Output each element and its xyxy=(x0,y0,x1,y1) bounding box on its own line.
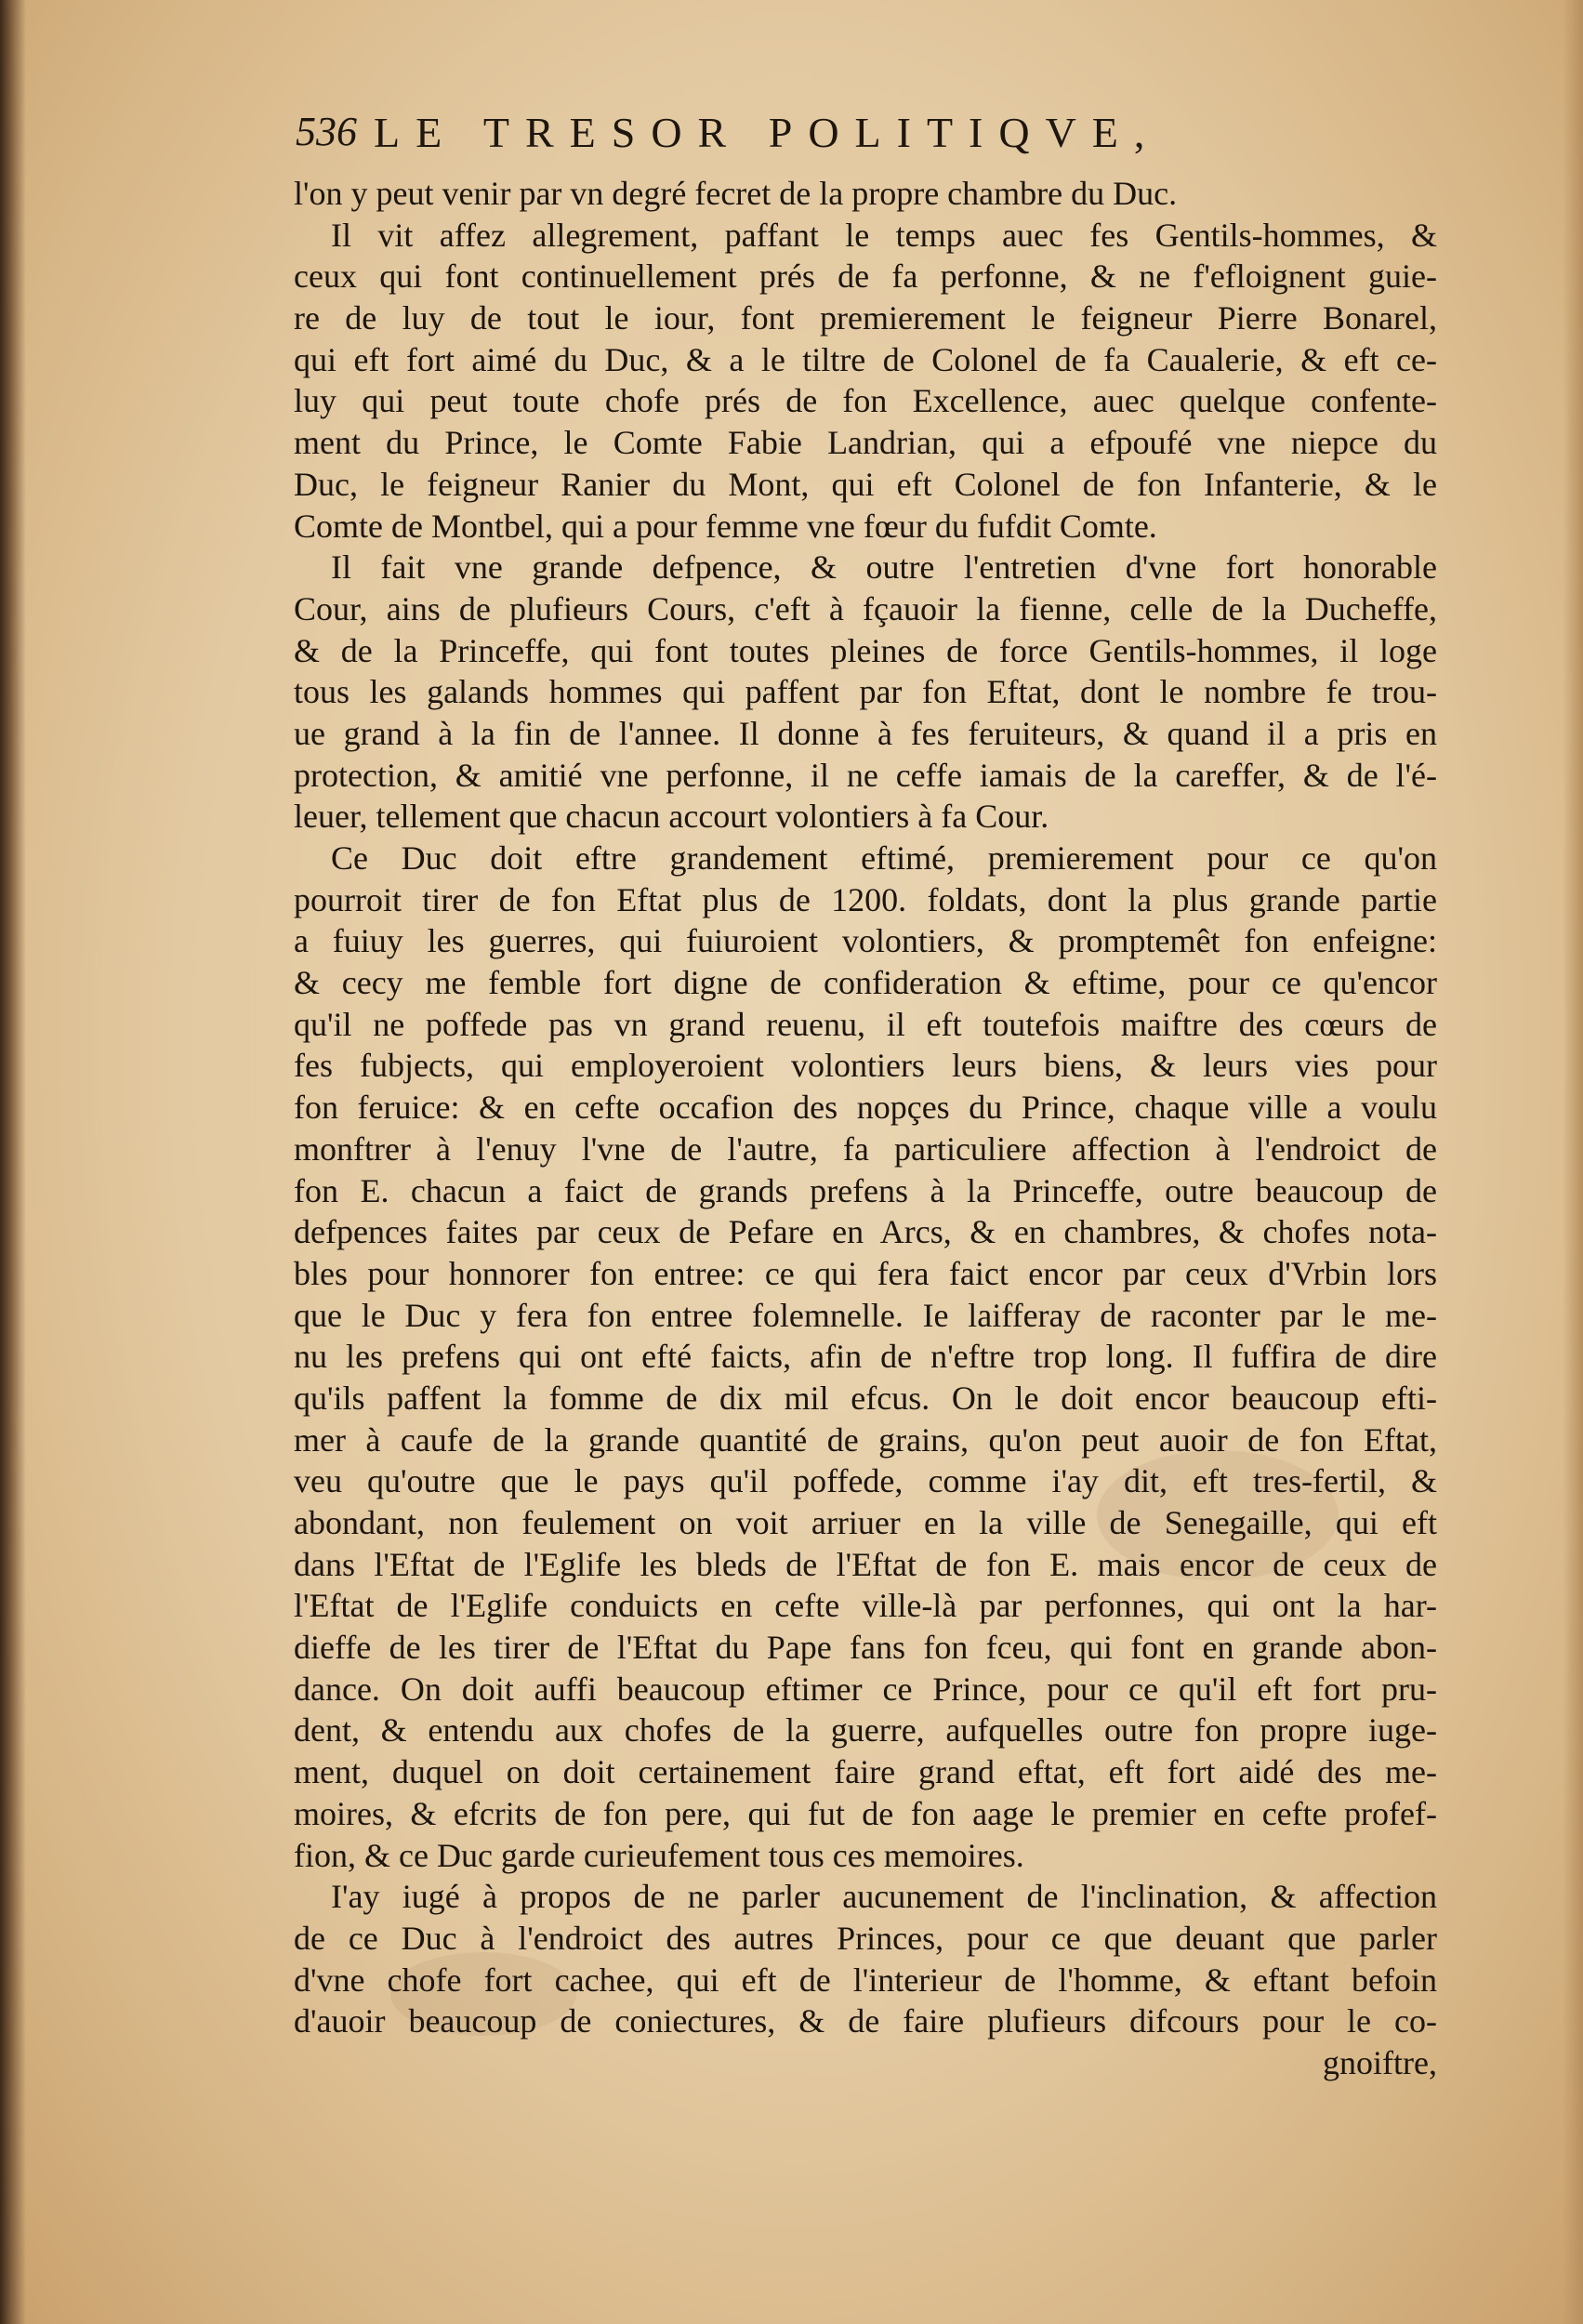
text-line: fion, & ce Duc garde curieufement tous ces memoires. xyxy=(294,1836,1024,1874)
text-line: de ce Duc à l'endroict des autres Princes, pour ce que deuant que parler xyxy=(294,1919,1437,1957)
text-line: l'Eftat de l'Eglife conduicts en cefte ville-là par perfonnes, qui ont la har- xyxy=(294,1587,1437,1625)
text-line: dieffe de les tirer de l'Eftat du Pape fans fon fceu, qui font en grande abon- xyxy=(294,1629,1437,1667)
text-line: defpences faites par ceux de Pefare en Arcs, & en chambres, & chofes nota- xyxy=(294,1213,1437,1251)
text-line: Ce Duc doit eftre grandement eftimé, premierement pour ce qu'on xyxy=(331,839,1437,877)
text-line: dance. On doit auffi beaucoup eftimer ce Prince, pour ce qu'il eft fort pru- xyxy=(294,1670,1437,1708)
text-line: qui eft fort aimé du Duc, & a le tiltre de Colonel de fa Caualerie, & eft ce- xyxy=(294,340,1437,378)
text-line: ment du Prince, le Comte Fabie Landrian, qui a efpoufé vne niepce du xyxy=(294,424,1437,462)
text-line: leuer, tellement que chacun accourt volontiers à fa Cour. xyxy=(294,798,1049,836)
text-line: fon E. chacun a faict de grands prefens à la Princeffe, outre beaucoup de xyxy=(294,1171,1437,1209)
text-line: ment, duquel on doit certainement faire grand eftat, eft fort aidé des me- xyxy=(294,1753,1437,1791)
text-line: Cour, ains de plufieurs Cours, c'eft à fçauoir la fienne, celle de la Ducheffe, xyxy=(294,589,1437,627)
text-line: bles pour honnorer fon entree: ce qui fera faict encor par ceux d'Vrbin lors xyxy=(294,1254,1437,1292)
page-header xyxy=(296,108,1244,169)
text-line: re de luy de tout le iour, font premierement le feigneur Pierre Bonarel, xyxy=(294,299,1437,337)
text-line: Comte de Montbel, qui a pour femme vne fœur du fufdit Comte. xyxy=(294,507,1157,545)
text-line: abondant, non feulement on voit arriuer en la ville de Senegaille, qui eft xyxy=(294,1504,1437,1541)
text-line: d'vne chofe fort cachee, qui eft de l'interieur de l'homme, & eftant befoin xyxy=(294,1961,1437,1999)
text-line: fes fubjects, qui employeroient volontiers leurs biens, & leurs vies pour xyxy=(294,1047,1437,1085)
text-line: mer à caufe de la grande quantité de grains, qu'on peut auoir de fon Eftat, xyxy=(294,1420,1437,1459)
text-line: protection, & amitié vne perfonne, il ne ceffe iamais de la careffer, & de l'é- xyxy=(294,756,1437,794)
text-line: & de la Princeffe, qui font toutes pleines de force Gentils-hommes, il loge xyxy=(294,631,1437,669)
text-line: qu'il ne poffede pas vn grand reuenu, il eft toutefois maiftre des cœurs de xyxy=(294,1005,1437,1043)
text-line: nu les prefens qui ont efté faicts, afin de n'eftre trop long. Il fuffira de dire xyxy=(294,1338,1437,1376)
text-line: veu qu'outre que le pays qu'il poffede, comme i'ay dit, eft tres-fertil, & xyxy=(294,1462,1437,1500)
text-line: monftrer à l'enuy l'vne de l'autre, fa particuliere affection à l'endroict de xyxy=(294,1129,1437,1168)
text-line: ceux qui font continuellement prés de fa perfonne, & ne f'efloignent guie- xyxy=(294,257,1437,296)
text-line: fon feruice: & en cefte occafion des nopçes du Prince, chaque ville a voulu xyxy=(294,1089,1437,1127)
text-line: Il fait vne grande defpence, & outre l'entretien d'vne fort honorable xyxy=(331,548,1437,587)
running-title: LE TRESOR POLITIQVE, xyxy=(374,109,1161,156)
text-line: qu'ils paffent la fomme de dix mil efcus. On le doit encor beaucoup efti- xyxy=(294,1379,1437,1417)
text-line: gnoiftre, xyxy=(1323,2043,1437,2081)
page-number: 536 xyxy=(296,109,357,154)
text-line: I'ay iugé à propos de ne parler aucunement de l'inclination, & affection xyxy=(331,1878,1437,1916)
text-line: ue grand à la fin de l'annee. Il donne à fes feruiteurs, & quand il a pris en xyxy=(294,714,1437,752)
text-line: & cecy me femble fort digne de confideration & eftime, pour ce qu'encor xyxy=(294,964,1437,1002)
text-line: Duc, le feigneur Ranier du Mont, qui eft Colonel de fon Infanterie, & le xyxy=(294,465,1437,503)
text-line: tous les galands hommes qui paffent par fon Eftat, dont le nombre fe trou- xyxy=(294,673,1437,711)
text-line: dans l'Eftat de l'Eglife les bleds de l'Eftat de fon E. mais encor de ceux de xyxy=(294,1545,1437,1583)
text-line: d'auoir beaucoup de coniectures, & de faire plufieurs difcours pour le co- xyxy=(294,2002,1437,2040)
text-line: l'on y peut venir par vn degré fecret de la propre chambre du Duc. xyxy=(294,175,1178,212)
body-text xyxy=(294,173,1437,2084)
text-line: moires, & efcrits de fon pere, qui fut de fon aage le premier en cefte profef- xyxy=(294,1794,1437,1832)
text-line: pourroit tirer de fon Eftat plus de 1200. foldats, dont la plus grande partie xyxy=(294,880,1437,918)
text-line: que le Duc y fera fon entree folemnelle. Ie laifferay de raconter par le me- xyxy=(294,1296,1437,1334)
text-line: dent, & entendu aux chofes de la guerre, aufquelles outre fon propre iuge- xyxy=(294,1711,1437,1750)
text-line: luy qui peut toute chofe prés de fon Excellence, auec quelque confente- xyxy=(294,382,1437,420)
text-line: a fuiuy les guerres, qui fuiuroient volontiers, & promptemêt fon enfeigne: xyxy=(294,922,1437,960)
text-line: Il vit affez allegrement, paffant le temps auec fes Gentils-hommes, & xyxy=(331,216,1437,254)
